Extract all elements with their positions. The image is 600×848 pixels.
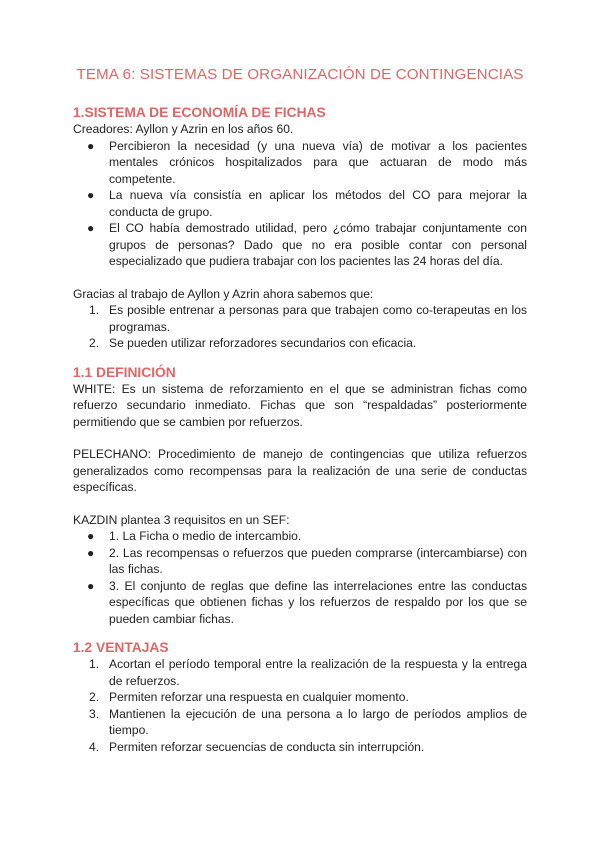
number-marker: 3. xyxy=(89,706,100,721)
kazdin-line: KAZDIN plantea 3 requisitos en un SEF: xyxy=(73,512,290,527)
document-page xyxy=(73,66,527,755)
number-marker: 2. xyxy=(89,336,100,350)
document-title: TEMA 6: SISTEMAS DE ORGANIZACIÓN DE CONTINGENCIAS xyxy=(76,66,524,83)
bullet-marker: ● xyxy=(87,578,95,593)
pelechano-definition: PELECHANO: Procedimiento de manejo de contingencias que utiliza refuerzos generalizados como recompensas para la realización de una serie de conductas específicas. xyxy=(73,447,527,494)
list-item: ● 1. La Ficha o medio de intercambio. xyxy=(87,529,302,543)
bullet-marker: ● xyxy=(87,188,95,202)
section-1-1-heading: 1.1 DEFINICIÓN xyxy=(73,364,176,380)
list-item: ● 2. Las recompensas o refuerzos que pueden comprarse (intercambiarse) con las fichas. xyxy=(87,545,527,576)
bullet-marker: ● xyxy=(87,545,95,560)
number-marker: 4. xyxy=(89,739,100,754)
list-item: ● 3. El conjunto de reglas que define las interrelaciones entre las conductas específicas que obtienen fichas y los refuerzos de respaldo por los que se pueden cambiar fichas. xyxy=(87,578,527,626)
white-definition: WHITE: Es un sistema de reforzamiento en el que se administran fichas como refuerzo secundario inmediato. Fichas que son “respaldadas” posteriormente permitiendo que se cambien por refuerzos. xyxy=(73,381,527,429)
list-item: 3. Mantienen la ejecución de una persona a lo largo de períodos amplios de tiempo. xyxy=(89,706,527,737)
kazdin-requirements-list xyxy=(73,528,527,627)
bullet-marker: ● xyxy=(87,529,95,543)
list-item: ● Percibieron la necesidad (y una nueva vía) de motivar a los pacientes mentales crónicos hospitalizados para que actuaran de modo más competente. xyxy=(87,138,527,186)
number-marker: 1. xyxy=(89,657,100,671)
list-item: ● La nueva vía consistía en aplicar los métodos del CO para mejorar la conducta de grupo. xyxy=(87,188,527,219)
list-item: ● El CO había demostrado utilidad, pero ¿cómo trabajar conjuntamente con grupos de personas? Dado que no era posible contar con personal especializado que pudiera trabajar con los pacientes las 24 horas del día. xyxy=(87,221,527,268)
creators-line: Creadores: Ayllon y Azrin en los años 60. xyxy=(73,122,294,136)
section-1-2-heading: 1.2 VENTAJAS xyxy=(73,640,169,655)
intro-paragraph: Gracias al trabajo de Ayllon y Azrin ahora sabemos que: xyxy=(73,286,374,301)
section-1-heading: 1.SISTEMA DE ECONOMÍA DE FICHAS xyxy=(73,105,326,120)
number-marker: 2. xyxy=(89,690,100,704)
advantages-list xyxy=(73,656,527,755)
section-1-numbered-list xyxy=(73,302,527,352)
number-marker: 1. xyxy=(89,303,100,317)
section-1-bullet-list xyxy=(73,138,527,270)
list-item: 2. Permiten reforzar una respuesta en cualquier momento. xyxy=(89,690,409,704)
list-item: 4. Permiten reforzar secuencias de conducta sin interrupción. xyxy=(89,739,425,754)
list-item: 2. Se pueden utilizar reforzadores secundarios con eficacia. xyxy=(89,336,417,350)
list-item: 1. Acortan el período temporal entre la realización de la respuesta y la entrega de refuerzos. xyxy=(89,657,527,688)
bullet-marker: ● xyxy=(87,138,95,153)
list-item: 1. Es posible entrenar a personas para que trabajen como co-terapeutas en los programas. xyxy=(89,303,527,334)
bullet-marker: ● xyxy=(87,221,95,235)
